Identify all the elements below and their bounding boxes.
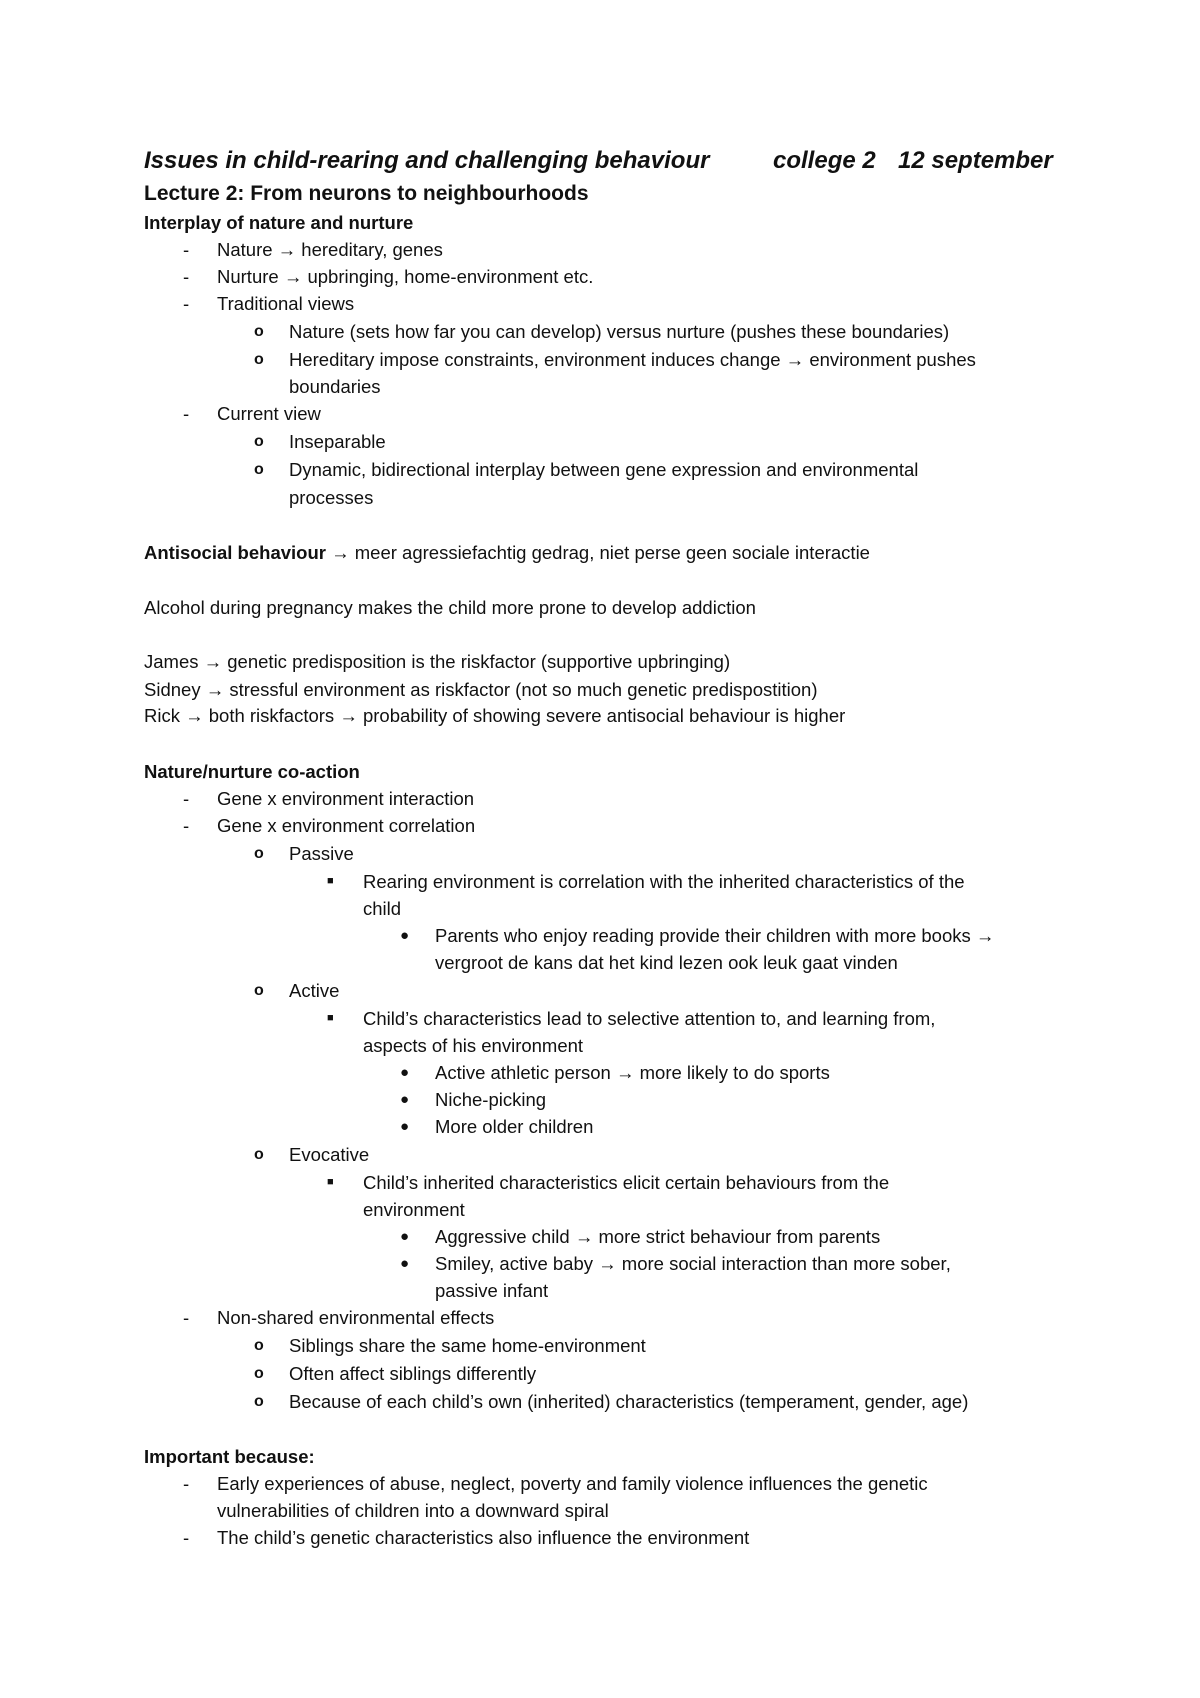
circle-bullet: o	[254, 461, 264, 478]
list-item-continuation: boundaries	[289, 376, 381, 397]
list-item: ■ Child’s characteristics lead to selective attention to, and learning from,	[0, 1005, 1200, 1032]
square-bullet: ■	[327, 1176, 334, 1188]
dot-bullet: ●	[400, 1228, 410, 1245]
list-item-continuation: environment	[363, 1199, 465, 1220]
list-item: - Gene x environment interaction	[0, 785, 1200, 812]
square-bullet: ■	[327, 875, 334, 887]
document-title: Issues in child-rearing and challenging behaviour	[144, 147, 710, 174]
dot-bullet: ●	[400, 1064, 410, 1081]
circle-bullet: o	[254, 323, 264, 340]
list-item: - Current view	[0, 400, 1200, 427]
list-item: o Often affect siblings differently	[0, 1360, 1200, 1387]
circle-bullet: o	[254, 351, 264, 368]
dash-bullet: -	[183, 403, 190, 424]
list-item-continuation: processes	[289, 487, 374, 508]
circle-bullet: o	[254, 1365, 264, 1382]
list-item: o Because of each child’s own (inherited) characteristics (temperament, gender, age)	[0, 1388, 1200, 1415]
dot-bullet: ●	[400, 1118, 410, 1135]
list-item-continuation: child	[363, 898, 402, 919]
circle-bullet: o	[254, 1337, 264, 1354]
list-item: - Nurture → upbringing, home-environment etc.	[0, 263, 1200, 290]
list-item-continuation: passive infant	[435, 1280, 549, 1301]
list-item: - Early experiences of abuse, neglect, poverty and family violence influences the genetic	[0, 1470, 1200, 1497]
lecture-title: Lecture 2: From neurons to neighbourhoods	[144, 182, 589, 205]
college-label: college 2	[773, 147, 876, 174]
list-item: o Siblings share the same home-environment	[0, 1332, 1200, 1359]
list-item: ● Active athletic person → more likely to do sports	[0, 1059, 1200, 1086]
list-item: o Evocative	[0, 1141, 1200, 1168]
dash-bullet: -	[183, 266, 190, 287]
document-header	[0, 145, 1200, 177]
circle-bullet: o	[254, 1146, 264, 1163]
date-label: 12 september	[898, 147, 1053, 174]
section-heading: Important because:	[144, 1446, 315, 1467]
circle-bullet: o	[254, 433, 264, 450]
circle-bullet: o	[254, 845, 264, 862]
list-item: ● Smiley, active baby → more social interaction than more sober,	[0, 1250, 1200, 1277]
alcohol-paragraph: Alcohol during pregnancy makes the child more prone to develop addiction	[144, 597, 756, 618]
list-item: o Nature (sets how far you can develop) versus nurture (pushes these boundaries)	[0, 318, 1200, 345]
list-item: ● Aggressive child → more strict behaviour from parents	[0, 1223, 1200, 1250]
dash-bullet: -	[183, 1527, 190, 1548]
list-item: o Inseparable	[0, 428, 1200, 455]
list-item: ■ Rearing environment is correlation with the inherited characteristics of the	[0, 868, 1200, 895]
list-item: - Gene x environment correlation	[0, 812, 1200, 839]
list-item: ● Niche-picking	[0, 1086, 1200, 1113]
list-item: - The child’s genetic characteristics also influence the environment	[0, 1524, 1200, 1551]
antisocial-label: Antisocial behaviour	[144, 542, 326, 563]
antisocial-paragraph: Antisocial behaviour → meer agressiefachtig gedrag, niet perse geen sociale interactie	[144, 542, 870, 563]
list-item: ■ Child’s inherited characteristics elicit certain behaviours from the	[0, 1169, 1200, 1196]
dash-bullet: -	[183, 239, 190, 260]
dash-bullet: -	[183, 293, 190, 314]
list-item: o Active	[0, 977, 1200, 1004]
case-rick: Rick → both riskfactors → probability of showing severe antisocial behaviour is higher	[144, 705, 846, 726]
list-item: o Dynamic, bidirectional interplay between gene expression and environmental	[0, 456, 1200, 483]
list-item: o Passive	[0, 840, 1200, 867]
dot-bullet: ●	[400, 1091, 410, 1108]
list-item-continuation: aspects of his environment	[363, 1035, 584, 1056]
dash-bullet: -	[183, 788, 190, 809]
dot-bullet: ●	[400, 927, 410, 944]
list-item: o Hereditary impose constraints, environment induces change → environment pushes	[0, 346, 1200, 373]
case-sidney: Sidney → stressful environment as riskfactor (not so much genetic predispostition)	[144, 679, 818, 700]
list-item-continuation: vergroot de kans dat het kind lezen ook leuk gaat vinden	[435, 952, 898, 973]
list-item-continuation: vulnerabilities of children into a downward spiral	[217, 1500, 609, 1521]
list-item: - Non-shared environmental effects	[0, 1304, 1200, 1331]
dash-bullet: -	[183, 1473, 190, 1494]
list-item: ● More older children	[0, 1113, 1200, 1140]
section-heading: Nature/nurture co-action	[144, 761, 360, 782]
circle-bullet: o	[254, 1393, 264, 1410]
circle-bullet: o	[254, 982, 264, 999]
square-bullet: ■	[327, 1012, 334, 1024]
section-heading: Interplay of nature and nurture	[144, 212, 414, 233]
dash-bullet: -	[183, 815, 190, 836]
list-item: - Traditional views	[0, 290, 1200, 317]
dash-bullet: -	[183, 1307, 190, 1328]
dot-bullet: ●	[400, 1255, 410, 1272]
list-item: ● Parents who enjoy reading provide their children with more books →	[0, 922, 1200, 949]
case-james: James → genetic predisposition is the riskfactor (supportive upbringing)	[144, 651, 731, 672]
list-item: - Nature → hereditary, genes	[0, 236, 1200, 263]
